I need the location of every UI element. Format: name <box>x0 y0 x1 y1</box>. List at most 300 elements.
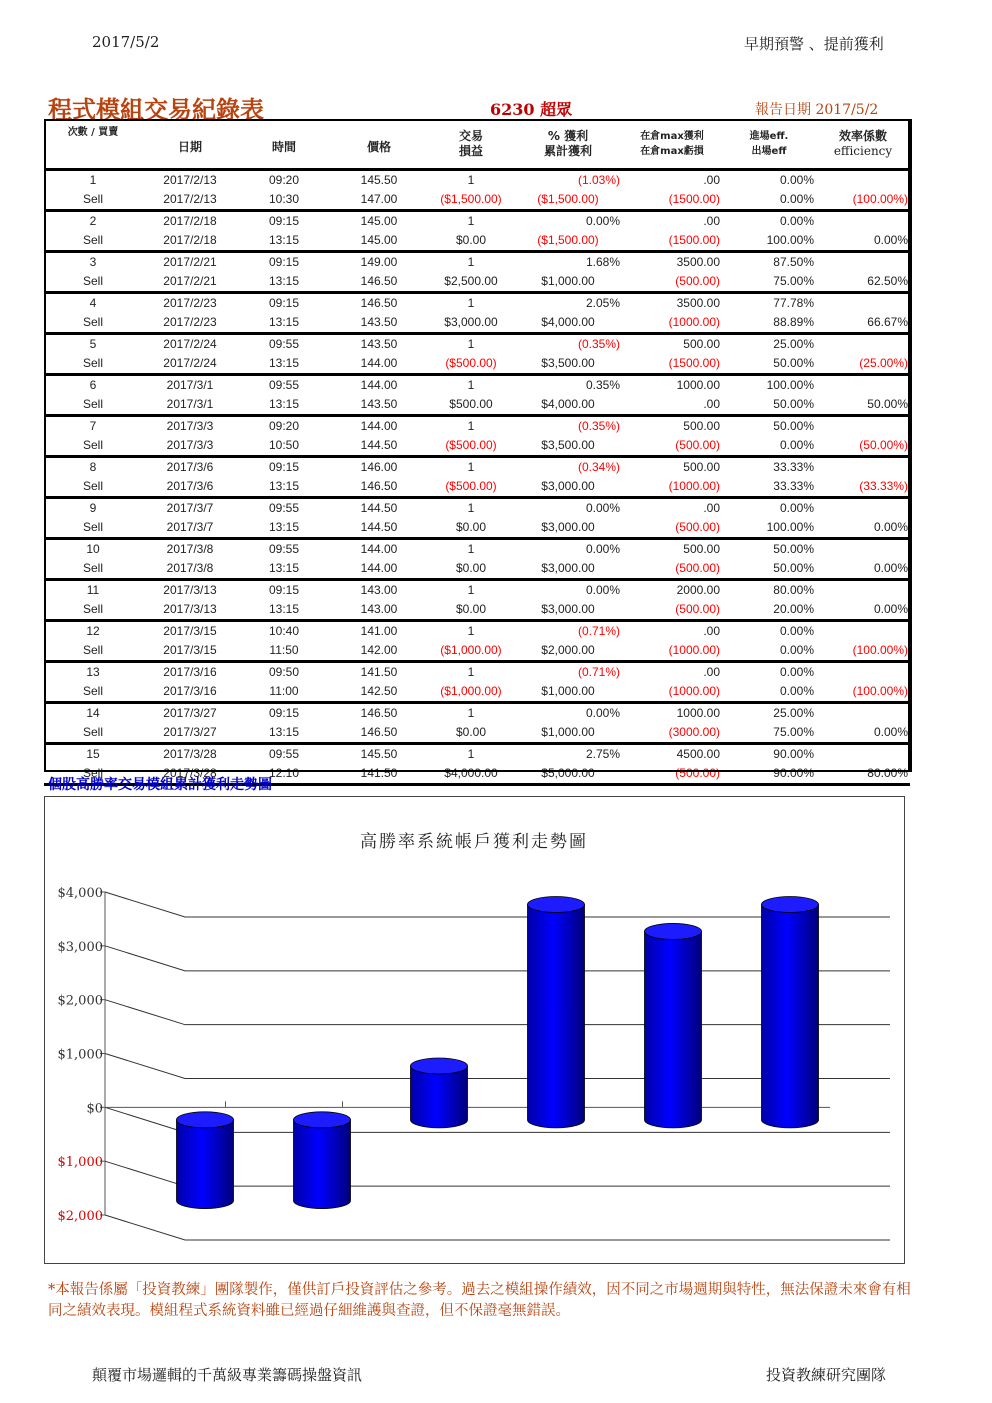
cell-empty <box>816 457 910 478</box>
cell-maxloss: (1000.00) <box>668 315 720 329</box>
trade-row-exit <box>44 682 910 703</box>
cell-no: 13 <box>44 662 142 683</box>
cell-cum: $4,000.00 <box>541 397 595 411</box>
cell-eff: 0.00% <box>873 561 908 575</box>
cell-exit: 100.00% <box>766 520 814 534</box>
cell-pct: 2.75% <box>514 744 622 765</box>
cell-qty: 1 <box>467 173 475 187</box>
trade-row-entry <box>44 498 910 519</box>
cell-date2: 2017/2/23 <box>163 315 217 329</box>
cell-cum: ($1,500.00) <box>537 192 599 206</box>
cell-time2: 13:15 <box>268 561 300 575</box>
cell-qty: 1 <box>428 498 514 519</box>
cell-price1: 144.50 <box>330 498 428 519</box>
cell-maxloss: (1500.00) <box>668 356 720 370</box>
header-efficiency-line2: efficiency <box>833 143 893 158</box>
header-eff <box>722 119 816 170</box>
cell-no: 3 <box>44 252 142 273</box>
cell-maxgain: 2000.00 <box>622 580 722 601</box>
cell-entry: 77.78% <box>722 293 816 314</box>
cell-exit: 75.00% <box>773 725 814 739</box>
header-max-line1: 在倉max獲利 <box>640 130 704 142</box>
cell-side: Sell <box>82 192 103 206</box>
cell-price2: 143.00 <box>360 602 398 616</box>
cell-price2: 146.50 <box>360 479 398 493</box>
cell-price2: 141.50 <box>330 764 428 785</box>
header-date: 日期 <box>142 119 238 170</box>
trade-row-exit <box>44 313 910 334</box>
cell-date1: 2017/3/27 <box>142 703 238 724</box>
cell-price2: 144.00 <box>360 356 398 370</box>
cell-price2: 146.50 <box>360 725 398 739</box>
cell-exit: 50.00% <box>773 356 814 370</box>
cell-time2: 13:15 <box>268 479 300 493</box>
cell-date2: 2017/3/3 <box>166 438 214 452</box>
cell-date1: 2017/3/28 <box>142 744 238 765</box>
trade-row-entry <box>44 375 910 396</box>
cell-time2: 13:15 <box>268 397 300 411</box>
cell-time1: 09:15 <box>238 252 330 273</box>
cell-qty: 1 <box>428 293 514 314</box>
cell-date2: 2017/3/8 <box>166 561 214 575</box>
cell-time1: 09:55 <box>238 334 330 355</box>
trade-row-entry <box>44 580 910 601</box>
cell-price1: 144.00 <box>330 375 428 396</box>
trade-row-entry <box>44 334 910 355</box>
cell-price1: 146.50 <box>330 293 428 314</box>
cell-entry: 50.00% <box>722 416 816 437</box>
cell-eff: 0.00% <box>873 233 908 247</box>
cell-maxgain: 1000.00 <box>622 375 722 396</box>
cell-maxgain: 500.00 <box>622 334 722 355</box>
cell-empty <box>816 703 910 724</box>
cell-no: 9 <box>44 498 142 519</box>
cell-exit: 100.00% <box>766 233 814 247</box>
cell-maxgain: .00 <box>622 498 722 519</box>
cell-time1: 09:55 <box>238 498 330 519</box>
cell-no: 11 <box>44 580 142 601</box>
cell-price1: 144.00 <box>330 539 428 560</box>
cell-pct: (0.35%) <box>514 334 622 355</box>
trade-row-entry <box>44 539 910 560</box>
cell-time1: 09:20 <box>238 416 330 437</box>
trade-row-exit <box>44 518 910 539</box>
cell-entry: 0.00% <box>722 211 816 232</box>
cell-no: 12 <box>44 621 142 642</box>
cell-date1: 2017/2/23 <box>142 293 238 314</box>
cell-cum: $3,500.00 <box>541 438 595 452</box>
chart-title: 高勝率系統帳戶獲利走勢圖 <box>360 832 588 852</box>
trade-rows <box>44 170 910 785</box>
cell-pct: 0.00% <box>514 703 622 724</box>
trade-row-entry <box>44 293 910 314</box>
cell-pct: (0.35%) <box>514 416 622 437</box>
y-tick-label: $2,000 <box>57 1209 103 1224</box>
cell-date1: 2017/2/24 <box>142 334 238 355</box>
cell-time2: 11:00 <box>269 684 299 698</box>
trade-row-exit <box>44 395 910 416</box>
cell-time1: 09:50 <box>238 662 330 683</box>
cell-date2: 2017/3/6 <box>166 479 214 493</box>
cell-pl: ($1,000.00) <box>440 643 502 657</box>
trade-row-exit <box>44 354 910 375</box>
cell-exit: 75.00% <box>773 274 814 288</box>
cell-pl: ($1,000.00) <box>440 684 502 698</box>
cell-entry: 33.33% <box>722 457 816 478</box>
cell-empty <box>816 211 910 232</box>
cell-maxloss: .00 <box>703 397 720 411</box>
cell-qty: 1 <box>428 211 514 232</box>
cell-date1: 2017/3/13 <box>142 580 238 601</box>
cell-eff: 0.00% <box>873 602 908 616</box>
cell-pct: (0.71%) <box>514 662 622 683</box>
cell-date1: 2017/2/21 <box>142 252 238 273</box>
cell-maxloss: (1500.00) <box>668 192 720 206</box>
cell-eff: 0.00% <box>873 725 908 739</box>
cell-entry: 87.50% <box>722 252 816 273</box>
cell-cum: $1,000.00 <box>541 684 595 698</box>
trade-row-entry <box>44 703 910 724</box>
cell-pct: 0.00% <box>514 211 622 232</box>
cell-date1: 2017/3/6 <box>142 457 238 478</box>
cell-qty: 1 <box>428 744 514 765</box>
cell-maxgain: .00 <box>622 211 722 232</box>
cell-pct: 0.00% <box>514 580 622 601</box>
cell-exit: 20.00% <box>773 602 814 616</box>
cell-pct: (0.71%) <box>514 621 622 642</box>
cell-price1: 143.00 <box>330 580 428 601</box>
header-eff-line2: 出場eff <box>751 145 787 157</box>
cell-pl: $0.00 <box>455 520 487 534</box>
header-no: 次數 / 買賣 <box>44 119 142 170</box>
cell-date2: 2017/3/28 <box>142 764 238 785</box>
cell-qty: 1 <box>428 375 514 396</box>
cell-date1: 2017/3/8 <box>142 539 238 560</box>
cell-entry: 100.00% <box>722 375 816 396</box>
cell-maxloss: (500.00) <box>675 602 720 616</box>
cell-price2: 143.50 <box>360 315 398 329</box>
cell-no: 8 <box>44 457 142 478</box>
cell-entry: 90.00% <box>722 744 816 765</box>
cell-pl: $0.00 <box>455 561 487 575</box>
cell-pl: $0.00 <box>455 602 487 616</box>
cell-side: Sell <box>82 233 103 247</box>
cell-date1: 2017/2/18 <box>142 211 238 232</box>
cell-no: 7 <box>44 416 142 437</box>
cell-date2: 2017/3/15 <box>163 643 217 657</box>
cell-maxloss: (500.00) <box>622 764 722 785</box>
cell-qty: 1 <box>428 662 514 683</box>
y-tick-label: $4,000 <box>57 886 103 901</box>
cell-cum: $4,000.00 <box>541 315 595 329</box>
cell-date2: 2017/2/13 <box>163 192 217 206</box>
cell-entry: 50.00% <box>722 539 816 560</box>
cell-exit: 0.00% <box>779 438 814 452</box>
cell-maxloss: (1000.00) <box>668 684 720 698</box>
cell-no: 10 <box>44 539 142 560</box>
cell-cum: ($1,500.00) <box>537 233 599 247</box>
trade-row-entry <box>44 744 910 765</box>
cell-no: 14 <box>44 703 142 724</box>
cell-maxgain: 500.00 <box>622 539 722 560</box>
trade-row-exit <box>44 477 910 498</box>
cell-no: 15 <box>44 744 142 765</box>
cell-entry: 0.00% <box>722 662 816 683</box>
cell-price2: 143.50 <box>360 397 398 411</box>
cell-cum: $3,500.00 <box>541 356 595 370</box>
cell-entry: 0.00% <box>779 173 814 187</box>
trade-row-exit <box>44 600 910 621</box>
cell-exit: 0.00% <box>779 643 814 657</box>
chart-bar <box>645 923 702 1127</box>
cell-qty: 1 <box>428 703 514 724</box>
cell-date2: 2017/3/7 <box>166 520 214 534</box>
cell-entry: 25.00% <box>722 703 816 724</box>
cell-empty <box>816 662 910 683</box>
cell-price1: 144.00 <box>330 416 428 437</box>
cell-time1: 09:55 <box>238 539 330 560</box>
header-pl-line2: 損益 <box>458 143 483 158</box>
cell-no: 1 <box>89 173 97 187</box>
cell-price2: 144.50 <box>360 438 398 452</box>
cell-pl: $2,500.00 <box>444 274 498 288</box>
cell-pct: 0.00% <box>514 498 622 519</box>
cell-price2: 147.00 <box>360 192 398 206</box>
cell-maxloss: (500.00) <box>675 520 720 534</box>
trade-row-entry <box>44 662 910 683</box>
header-pct-line1: % 獲利 <box>547 128 589 143</box>
cell-price2: 142.00 <box>360 643 398 657</box>
trade-row-entry <box>44 457 910 478</box>
header-slogan: 早期預警 、提前獲利 <box>744 35 884 53</box>
stock-label: 6230 超眾 <box>490 100 573 119</box>
cell-date2: 2017/3/16 <box>163 684 217 698</box>
cell-side: Sell <box>82 643 103 657</box>
cell-pct: (1.03%) <box>577 173 620 187</box>
cell-eff: 66.67% <box>867 315 908 329</box>
cell-side: Sell <box>82 684 103 698</box>
cell-maxgain: .00 <box>703 173 720 187</box>
cell-empty <box>816 498 910 519</box>
header-pl-line1: 交易 <box>458 128 483 143</box>
cell-maxgain: .00 <box>622 621 722 642</box>
cell-empty <box>816 252 910 273</box>
footer-team: 投資教練研究團隊 <box>766 1366 887 1384</box>
footer-tagline: 顛覆市場邏輯的千萬級專業籌碼操盤資訊 <box>92 1366 363 1384</box>
header-efficiency-line1: 效率係數 <box>838 128 887 143</box>
cell-price2: 144.50 <box>360 520 398 534</box>
report-date: 報告日期 2017/5/2 <box>755 102 879 118</box>
cell-pl: ($1,500.00) <box>440 192 502 206</box>
header-eff-line1: 進場eff. <box>749 130 789 142</box>
trade-row-entry <box>44 252 910 273</box>
trade-row-exit <box>44 723 910 744</box>
cell-no: 5 <box>44 334 142 355</box>
cell-pl: ($500.00) <box>445 356 497 370</box>
cell-maxgain: 3500.00 <box>622 252 722 273</box>
cell-price1: 141.00 <box>330 621 428 642</box>
cell-side: Sell <box>82 520 103 534</box>
cell-time2: 13:15 <box>268 602 300 616</box>
cell-qty: 1 <box>428 334 514 355</box>
cell-maxgain: 500.00 <box>622 416 722 437</box>
trade-row-entry <box>44 211 910 232</box>
cell-qty: 1 <box>428 416 514 437</box>
cell-qty: 1 <box>428 457 514 478</box>
cell-side: Sell <box>82 479 103 493</box>
cell-qty: 1 <box>428 539 514 560</box>
chart-bar <box>762 897 819 1128</box>
grid-line <box>105 1215 890 1240</box>
cell-cum: $3,000.00 <box>541 561 595 575</box>
cell-date2: 2017/2/21 <box>163 274 217 288</box>
trade-row-entry <box>44 621 910 642</box>
cell-qty: 1 <box>428 252 514 273</box>
header-pct <box>514 119 622 170</box>
cell-time1: 09:15 <box>238 211 330 232</box>
cell-empty <box>816 580 910 601</box>
cell-exit: 33.33% <box>773 479 814 493</box>
cell-time2: 12:10 <box>238 764 330 785</box>
cell-pl: ($500.00) <box>445 438 497 452</box>
cell-pl: $3,000.00 <box>444 315 498 329</box>
cell-time1: 10:40 <box>238 621 330 642</box>
cell-maxgain: 500.00 <box>622 457 722 478</box>
cell-price1: 149.00 <box>330 252 428 273</box>
cell-time2: 13:15 <box>268 520 300 534</box>
cell-entry: 80.00% <box>722 580 816 601</box>
cell-entry: 0.00% <box>722 621 816 642</box>
header-max-line2: 在倉max虧損 <box>640 145 704 157</box>
cell-price2: 142.50 <box>360 684 398 698</box>
cell-time2: 13:15 <box>268 356 300 370</box>
cell-price2: 144.00 <box>360 561 398 575</box>
trade-row-entry <box>44 170 910 191</box>
trade-row-exit <box>44 436 910 457</box>
cell-eff: (50.00%) <box>859 438 908 452</box>
cell-empty <box>816 539 910 560</box>
cell-price1: 143.50 <box>330 334 428 355</box>
cell-side: Sell <box>82 602 103 616</box>
table-header-row <box>44 119 910 170</box>
cell-pct: 0.00% <box>514 539 622 560</box>
cell-date1: 2017/3/16 <box>142 662 238 683</box>
header-price: 價格 <box>330 119 428 170</box>
cell-time2: 10:50 <box>268 438 300 452</box>
cell-side: Sell <box>44 764 142 785</box>
cell-empty <box>816 170 910 191</box>
cell-exit: 90.00% <box>722 764 816 785</box>
trade-row-exit <box>44 641 910 662</box>
cell-time1: 09:15 <box>238 457 330 478</box>
cell-side: Sell <box>82 274 103 288</box>
cell-pct: 2.05% <box>514 293 622 314</box>
cell-price2: 145.00 <box>360 233 398 247</box>
cell-time1: 09:55 <box>238 375 330 396</box>
cell-date1: 2017/3/3 <box>142 416 238 437</box>
cell-eff: 0.00% <box>873 520 908 534</box>
cell-pl: $0.00 <box>455 233 487 247</box>
cell-time2: 13:15 <box>268 233 300 247</box>
trade-row-exit <box>44 231 910 252</box>
cell-eff: (100.00%) <box>852 192 908 206</box>
cell-exit: 50.00% <box>773 397 814 411</box>
cell-no: 6 <box>44 375 142 396</box>
trade-row-exit <box>44 190 910 211</box>
cell-price1: 141.50 <box>330 662 428 683</box>
cell-qty: 1 <box>428 621 514 642</box>
cell-no: 2 <box>44 211 142 232</box>
chart-bar <box>294 1112 351 1209</box>
header-max <box>622 119 722 170</box>
cell-exit: 50.00% <box>773 561 814 575</box>
profit-chart <box>45 797 904 1263</box>
cell-side: Sell <box>82 725 103 739</box>
cell-pl: ($500.00) <box>445 479 497 493</box>
cell-side: Sell <box>82 438 103 452</box>
cell-empty <box>816 375 910 396</box>
cell-time1: 09:15 <box>238 293 330 314</box>
cell-side: Sell <box>82 561 103 575</box>
cell-eff: (100.00%) <box>852 684 908 698</box>
cell-entry: 25.00% <box>722 334 816 355</box>
cell-maxloss: (500.00) <box>675 438 720 452</box>
cell-date2: 2017/3/27 <box>163 725 217 739</box>
cell-cum: $2,000.00 <box>541 643 595 657</box>
chart-bar <box>411 1058 468 1128</box>
y-tick-label: $1,000 <box>57 1155 103 1171</box>
header-pl <box>428 119 514 170</box>
chart-y-axis <box>58 886 831 1224</box>
trade-row-exit <box>44 559 910 580</box>
cell-entry: 0.00% <box>722 498 816 519</box>
cell-pct: 1.68% <box>514 252 622 273</box>
cell-time1: 09:15 <box>238 703 330 724</box>
chart-heading: 個股高勝率交易模組累計獲利走勢圖 <box>48 777 272 793</box>
cell-cum: $3,000.00 <box>541 479 595 493</box>
cell-date1: 2017/3/15 <box>142 621 238 642</box>
cell-time2: 13:15 <box>268 725 300 739</box>
cell-time1: 09:15 <box>238 580 330 601</box>
y-tick-label: $0 <box>86 1101 103 1117</box>
cell-price2: 146.50 <box>360 274 398 288</box>
disclaimer: *本報告係屬「投資教練」團隊製作，僅供訂戶投資評估之參考。過去之模組操作績效，因不同之市場週期與特性，無法保證未來會有相同之績效表現。模組程式系統資料雖已經過仔細維護與查證，但不保證毫無錯誤。 <box>48 1282 911 1319</box>
cell-price1: 145.00 <box>330 211 428 232</box>
cell-price1: 146.50 <box>330 703 428 724</box>
cell-cum: $3,000.00 <box>541 602 595 616</box>
cell-price1: 146.00 <box>330 457 428 478</box>
cell-date2: 2017/2/18 <box>163 233 217 247</box>
chart-bars <box>177 897 819 1209</box>
cell-time1: 09:20 <box>268 173 300 187</box>
y-tick-label: $3,000 <box>57 939 103 955</box>
cell-empty <box>816 621 910 642</box>
trade-row-exit <box>44 272 910 293</box>
cell-maxloss: (3000.00) <box>668 725 720 739</box>
cell-date1: 2017/3/1 <box>142 375 238 396</box>
cell-maxloss: (500.00) <box>675 561 720 575</box>
header-efficiency <box>816 119 910 170</box>
cell-side: Sell <box>82 315 103 329</box>
cell-date1: 2017/3/7 <box>142 498 238 519</box>
page-title: 程式模組交易紀錄表 <box>48 95 264 124</box>
cell-maxgain: 1000.00 <box>622 703 722 724</box>
cell-empty <box>816 293 910 314</box>
cell-cum: $1,000.00 <box>541 274 595 288</box>
cell-exit: 0.00% <box>779 684 814 698</box>
cell-qty: 1 <box>428 580 514 601</box>
chart-bar <box>177 1112 234 1209</box>
